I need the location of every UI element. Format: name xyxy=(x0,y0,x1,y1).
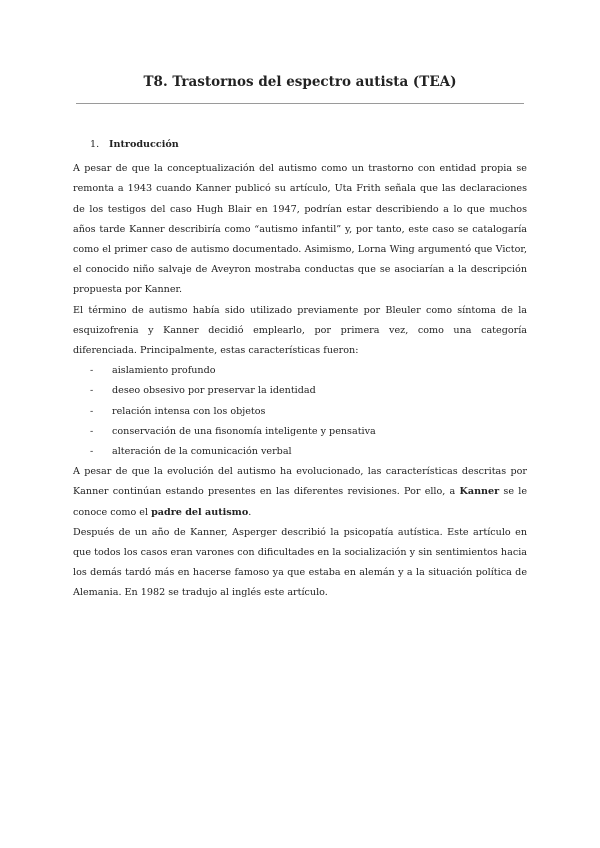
list-item xyxy=(90,442,527,462)
characteristics-list xyxy=(73,361,527,462)
list-item-text: aislamiento profundo xyxy=(112,365,216,377)
list-item-text: deseo obsesivo por preservar la identidad xyxy=(112,385,316,397)
section-heading-text: Introducción xyxy=(109,139,179,150)
paragraph-intro: A pesar de que la conceptualización del autismo como un trastorno con entidad propia se remonta a 1943 cuando Kanner publicó su artículo, Uta Frith señala que las declaraciones de los testigos del caso Hugh Blair en 1947, podrían estar describiendo a lo que muchos años tarde Kanner describiría como “autismo infantil” y, por tanto, este caso se catalogaría como el primer caso de autismo documentado. Asimismo, Lorna Wing argumentó que Victor, el conocido niño salvaje de Aveyron mostraba conductas que se asociarían a la descripción propuesta por Kanner. xyxy=(73,163,527,296)
paragraph-text: se le conoce como el xyxy=(73,486,527,518)
list-item-text: alteración de la comunicación verbal xyxy=(112,446,292,458)
bullet-dash: - xyxy=(90,446,94,458)
paragraph-text: A pesar de que la evolución del autismo ha evolucionado, las características descritas por Kanner continúan estando presentes en las diferentes revisiones. Por ello, a xyxy=(73,466,527,498)
bullet-dash: - xyxy=(90,425,94,437)
list-item xyxy=(90,402,527,422)
list-item-text: relación intensa con los objetos xyxy=(112,405,266,417)
paragraph-bleuler: El término de autismo había sido utilizado previamente por Bleuler como síntoma de la esquizofrenia y Kanner decidió emplearlo, por primera vez, como una categoría diferenciada. Principalmente, estas características fueron: xyxy=(73,304,527,357)
bullet-dash: - xyxy=(90,385,94,397)
list-item xyxy=(90,422,527,442)
document-title: T8. Trastornos del espectro autista (TEA) xyxy=(143,74,457,90)
title-divider xyxy=(76,103,524,104)
bullet-dash: - xyxy=(90,365,94,377)
bullet-dash: - xyxy=(90,405,94,417)
section-heading xyxy=(73,135,527,155)
paragraph-evolution xyxy=(73,462,527,523)
paragraph-text: . xyxy=(248,506,252,518)
bold-term-father-of-autism: padre del autismo xyxy=(151,506,249,518)
paragraph-asperger: Después de un año de Kanner, Asperger describió la psicopatía autística. Este artículo en que todos los casos eran varones con dificultades en la socialización y sin sentimientos hacia los demás tardó más en hacerse famoso ya que estaba en alemán y a la situación política de Alemania. En 1982 se tradujo al inglés este artículo. xyxy=(73,526,527,599)
section-number: 1. xyxy=(90,139,100,150)
list-item-text: conservación de una fisonomía inteligente y pensativa xyxy=(112,425,376,437)
document-body xyxy=(73,135,527,604)
list-item xyxy=(90,381,527,401)
bold-term-kanner: Kanner xyxy=(459,486,500,498)
list-item xyxy=(90,361,527,381)
